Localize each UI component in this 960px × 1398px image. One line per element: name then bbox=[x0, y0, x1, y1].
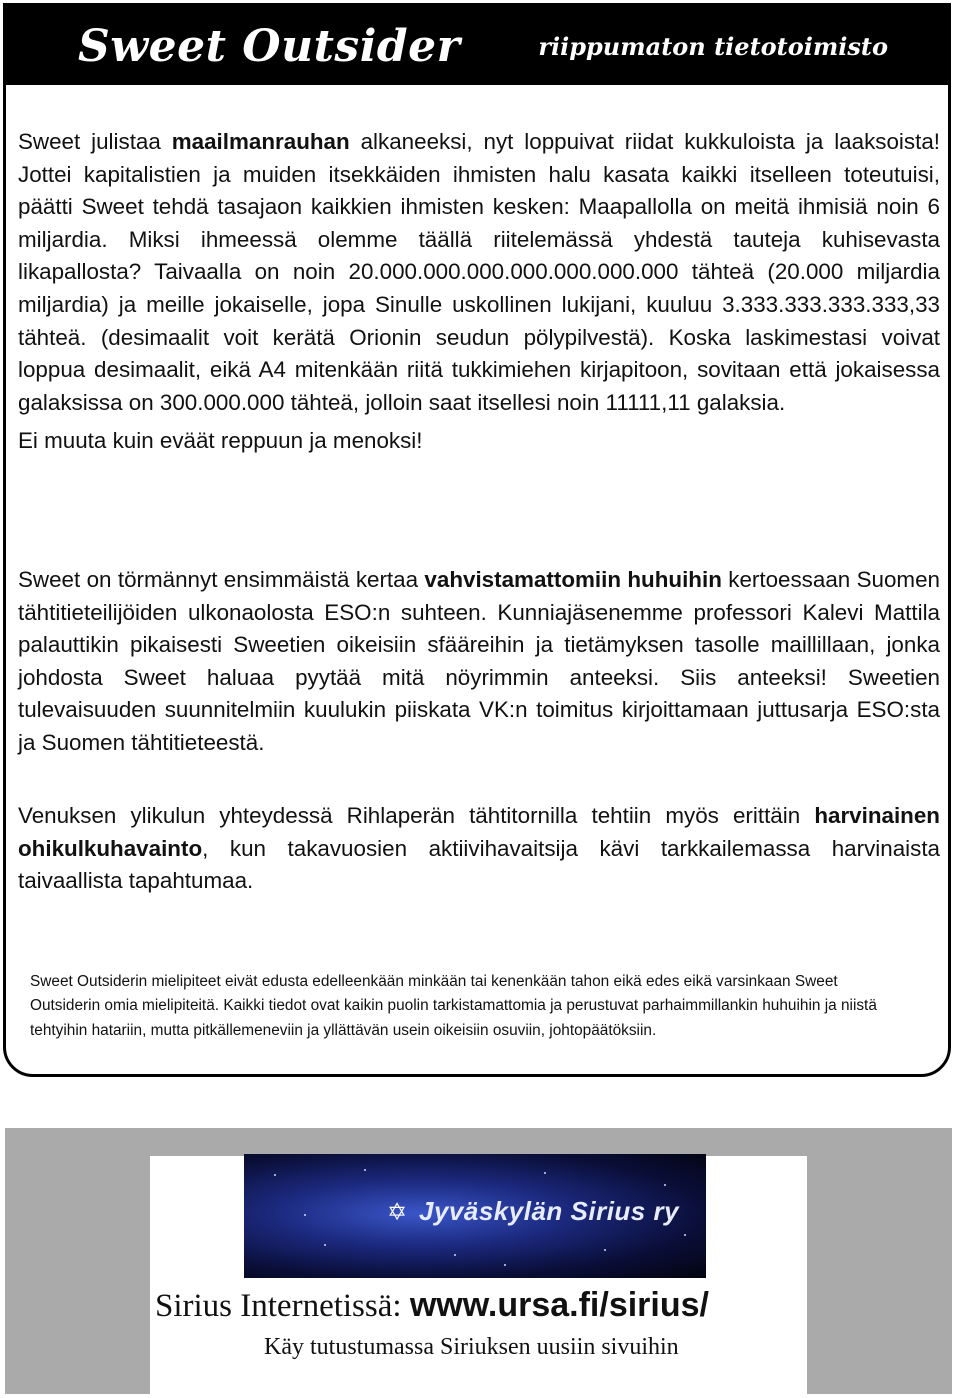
ad-url-line bbox=[155, 1286, 805, 1325]
text-run: alkaneeksi, nyt loppuivat riidat kukkuloista ja laaksoista! Jottei kapitalistien ja muiden itsekkäiden ihmisten halu kasata kaikki itselleen toteutuisi, päätti Sweet tehdä tasajaon kaikkien ihmisten kesken: Maapallolla on meitä ihmisiä noin 6 miljardia. Miksi ihmeessä olemme täällä riitelemässä yhdestä tauteja kuhisevasta likapallosta? Taivaalla on noin 20.000.000.000.000.000.000.000 tähteä (20.000 miljardia miljardia) ja meille jokaiselle, jopa Sinulle uskollinen lukijani, kuuluu 3.333.333.333.333,33 tähteä. (desimaalit voit kerätä Orionin seudun pölypilvestä). Koska laskimestasi voivat loppua desimaalit, eikä A4 mitenkään riitä tukkimiehen kirjapitoon, sovitaan että jokaisessa galaksissa on 300.000.000 tähteä, jolloin saat itsellesi noin 11111,11 galaksia. bbox=[18, 129, 940, 415]
brand-tagline: riippumaton tietotoimisto bbox=[538, 32, 888, 61]
article-venus-transit bbox=[18, 800, 940, 898]
sirius-website-link[interactable]: www.ursa.fi/sirius/ bbox=[409, 1286, 709, 1324]
article-closing-line: Ei muuta kuin eväät reppuun ja menoksi! bbox=[18, 428, 423, 454]
highlight-text: maailmanrauhan bbox=[171, 129, 350, 154]
ad-subtitle: Käy tutustumassa Siriuksen uusiin sivuihin bbox=[264, 1334, 679, 1360]
disclaimer-text: Sweet Outsiderin mielipiteet eivät edusta edelleenkään minkään tai kenenkään tahon eikä edes eikä varsinkaan Sweet Outsiderin omia mielipiteitä. Kaikki tiedot ovat kaikin puolin tarkistamattomia ja perustuvat parhaimmillankin huhuihin ja niistä tehtyihin hatariin, mutta pitkällemeneviin ja yllättävän usein oikeisiin osuviin, johtopäätöksiin. bbox=[30, 973, 877, 1039]
text-run: Sweet on törmännyt ensimmäistä kertaa bbox=[18, 567, 425, 592]
logo-text: Jyväskylän Sirius ry bbox=[419, 1196, 680, 1226]
ad-url-prefix: Sirius Internetissä: bbox=[155, 1288, 410, 1324]
header-bar bbox=[6, 6, 948, 85]
article-eso bbox=[18, 564, 940, 760]
article-paragraph bbox=[18, 800, 940, 898]
brand-title: Sweet Outsider bbox=[78, 21, 461, 72]
text-run: Sweet julistaa bbox=[18, 129, 172, 154]
text-run: Venuksen ylikulun yhteydessä Rihlaperän tähtitornilla tehtiin myös erittäin bbox=[18, 803, 815, 828]
article-paragraph bbox=[18, 126, 940, 419]
text-run: kertoessaan Suomen tähtitieteilijöiden ulkonaolosta ESO:n suhteen. Kunniajäsenemme professori Kalevi Mattila palauttikin pikaisesti Sweetien oikeisiin sfääreihin ja tietämyksen tasolle maillillaan, jonka johdosta Sweet haluaa pyytää mitä nöyrimmin anteeksi. Siis anteeksi! Sweetien tulevaisuuden suunnitelmiin kuulukin piiskata VK:n toimitus kirjoittamaan juttusarja ESO:sta ja Suomen tähtitieteestä. bbox=[18, 567, 940, 755]
sirius-logo-banner bbox=[244, 1154, 706, 1278]
highlight-text: harvinainen ohikulkuhavainto bbox=[18, 803, 940, 861]
highlight-text: vahvistamattomiin huhuihin bbox=[424, 567, 722, 592]
text-run: , kun takavuosien aktiivihavaitsija kävi tarkkailemassa harvinaista taivaallista tapahtumaa. bbox=[18, 835, 940, 894]
article-paragraph bbox=[18, 564, 940, 760]
article-world-peace bbox=[18, 126, 940, 458]
star-of-david-icon: ✡ bbox=[386, 1199, 408, 1226]
